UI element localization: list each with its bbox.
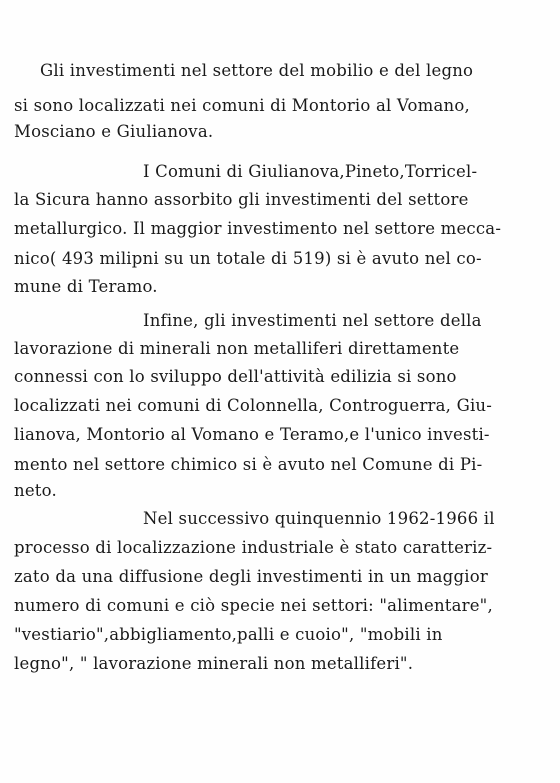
text-line: localizzati nei comuni di Colonnella, Controguerra, Giu- bbox=[14, 396, 493, 415]
text-line: legno", " lavorazione minerali non metalliferi". bbox=[14, 654, 414, 673]
text-line: connessi con lo sviluppo dell'attività edilizia si sono bbox=[14, 367, 457, 386]
text-line: lianova, Montorio al Vomano e Teramo,e l'unico investi- bbox=[14, 425, 490, 444]
text-line: I Comuni di Giulianova,Pineto,Torricel- bbox=[143, 162, 478, 181]
text-line: processo di localizzazione industriale è stato caratteriz- bbox=[14, 538, 493, 557]
text-line: lavorazione di minerali non metalliferi direttamente bbox=[14, 339, 460, 358]
text-line: nico( 493 milipni su un totale di 519) si è avuto nel co- bbox=[14, 249, 482, 268]
text-line: la Sicura hanno assorbito gli investimenti del settore bbox=[14, 190, 469, 209]
text-line: Nel successivo quinquennio 1962-1966 il bbox=[143, 509, 495, 528]
text-line: metallurgico. Il maggior investimento nel settore mecca- bbox=[14, 219, 502, 238]
text-line: si sono localizzati nei comuni di Montorio al Vomano, bbox=[14, 96, 470, 115]
text-line: Mosciano e Giulianova. bbox=[14, 122, 214, 141]
text-line: zato da una diffusione degli investimenti in un maggior bbox=[14, 567, 488, 586]
text-line: numero di comuni e ciò specie nei settori: "alimentare", bbox=[14, 596, 493, 615]
text-line: mento nel settore chimico si è avuto nel Comune di Pi- bbox=[14, 455, 483, 474]
text-line: "vestiario",abbigliamento,palli e cuoio", "mobili in bbox=[14, 625, 443, 644]
text-line: mune di Teramo. bbox=[14, 277, 158, 296]
text-line: Gli investimenti nel settore del mobilio e del legno bbox=[40, 61, 474, 80]
text-line: Infine, gli investimenti nel settore della bbox=[143, 311, 482, 330]
text-line: neto. bbox=[14, 481, 57, 500]
